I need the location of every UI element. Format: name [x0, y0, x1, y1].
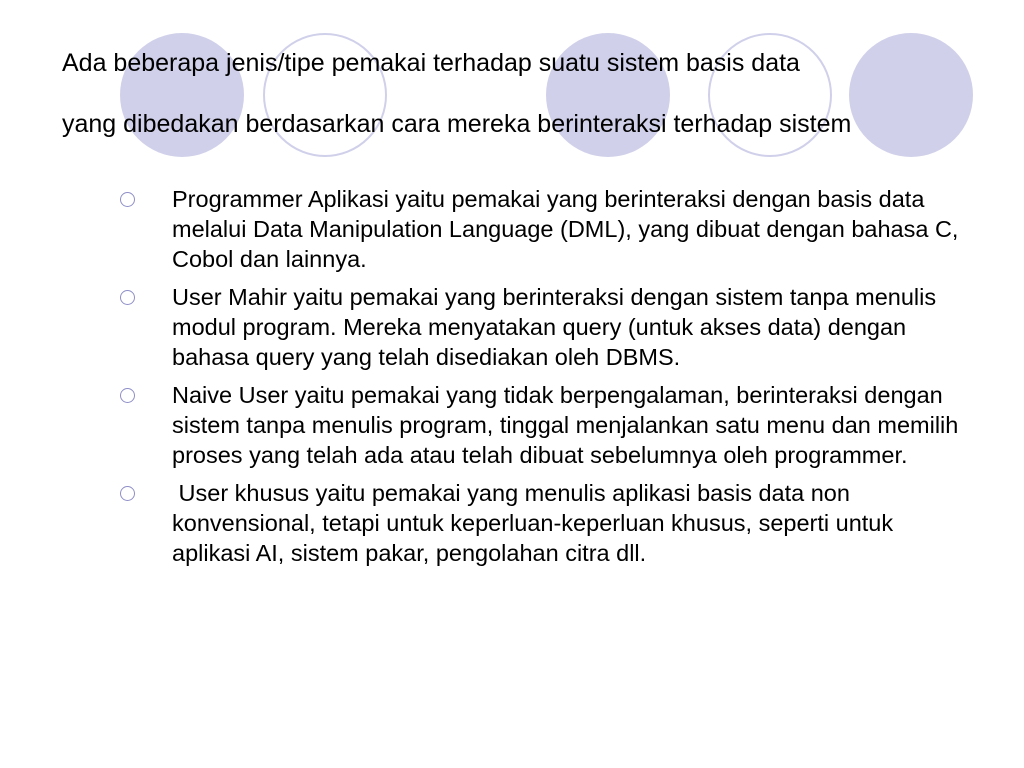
hollow-circle-icon	[120, 290, 135, 305]
bullet-item	[116, 380, 976, 470]
bullet-text: Naive User yaitu pemakai yang tidak berpengalaman, berinteraksi dengan sistem tanpa menulis program, tinggal menjalankan satu menu dan memilih proses yang telah ada atau telah dibuat sebelumnya oleh programmer.	[172, 382, 965, 468]
bullet-text: User Mahir yaitu pemakai yang berinteraksi dengan sistem tanpa menulis modul program. Mereka menyatakan query (untuk akses data) dengan bahasa query yang telah disediakan oleh DBMS.	[172, 284, 943, 370]
hollow-circle-icon	[120, 388, 135, 403]
bullet-text: Programmer Aplikasi yaitu pemakai yang berinteraksi dengan basis data melalui Data Manipulation Language (DML), yang dibuat dengan bahasa C, Cobol dan lainnya.	[172, 186, 965, 272]
bullet-item	[116, 282, 976, 372]
slide-title-line-2: yang dibedakan berdasarkan cara mereka berinteraksi terhadap sistem	[62, 110, 852, 138]
slide-title-line-1: Ada beberapa jenis/tipe pemakai terhadap suatu sistem basis data	[62, 49, 800, 77]
bullet-item	[116, 478, 976, 568]
bullet-list	[116, 184, 976, 576]
decorative-circle-filled	[849, 33, 973, 157]
bullet-text: User khusus yaitu pemakai yang menulis aplikasi basis data non konvensional, tetapi untuk keperluan-keperluan khusus, seperti untuk aplikasi AI, sistem pakar, pengolahan citra dll.	[172, 480, 900, 566]
hollow-circle-icon	[120, 486, 135, 501]
hollow-circle-icon	[120, 192, 135, 207]
bullet-item	[116, 184, 976, 274]
